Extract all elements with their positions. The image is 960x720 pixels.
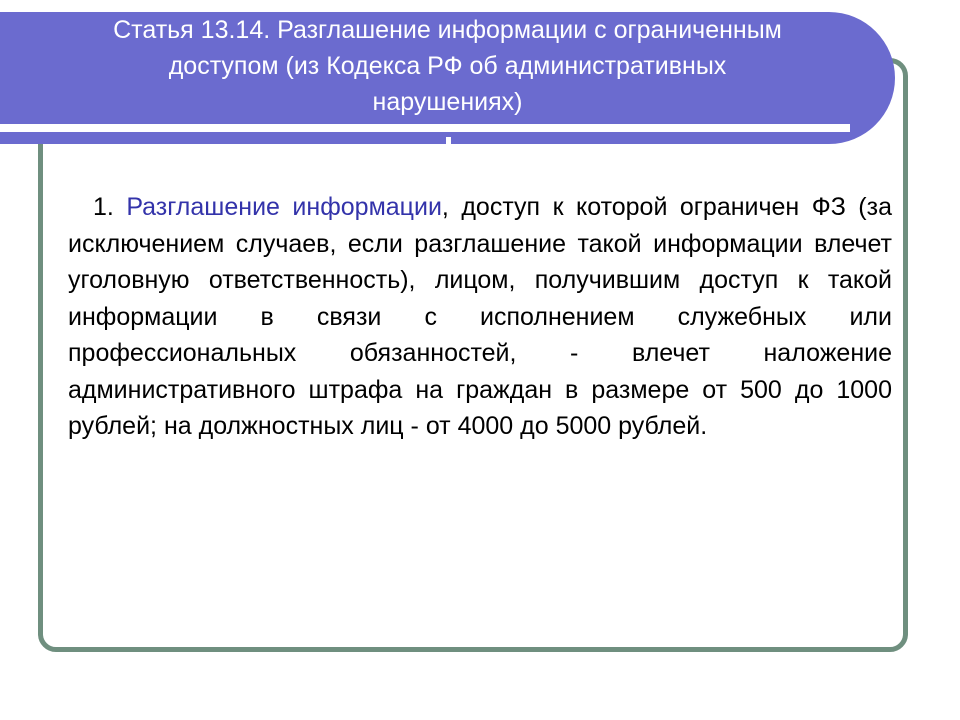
paragraph-text: , доступ к которой ограничен ФЗ (за исключением случаев, если разглашение такой информации влечет уголовную ответственность), лицом, получившим доступ к такой информации в связи с исполнением служебных или профессиональных обязанностей, - влечет наложение административного штрафа на граждан в размере от 500 до 1000 рублей; на должностных лиц - от 4000 до 5000 рублей.	[68, 193, 892, 440]
title-underline	[0, 124, 850, 132]
title-dot	[446, 137, 451, 145]
article-paragraph	[68, 189, 892, 445]
paragraph-number: 1.	[92, 193, 114, 221]
paragraph-highlight: Разглашение информации	[126, 193, 442, 221]
slide-title: Статья 13.14. Разглашение информации с ограниченным доступом (из Кодекса РФ об административных нарушениях)	[113, 16, 782, 116]
